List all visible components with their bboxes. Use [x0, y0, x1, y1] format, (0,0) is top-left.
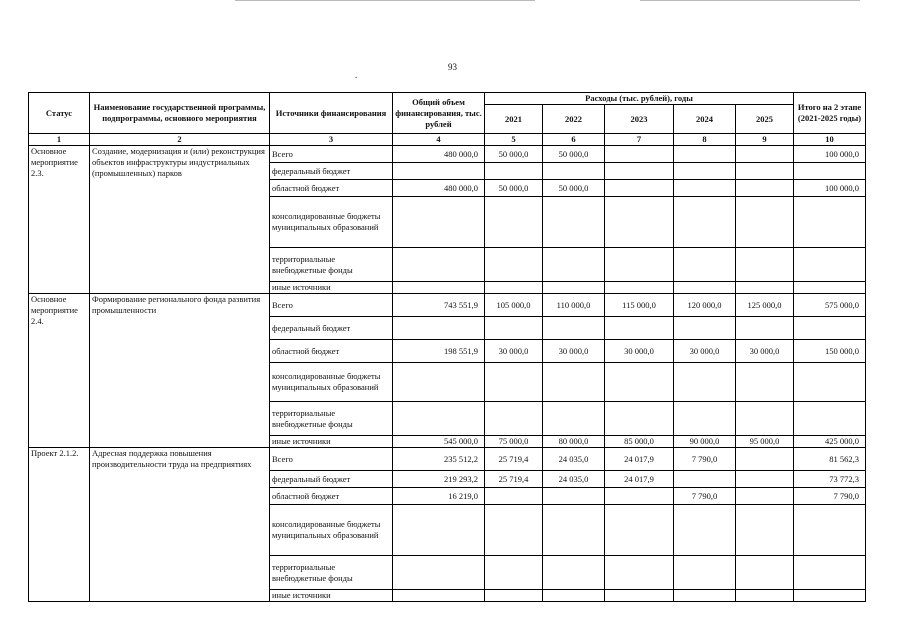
- year-amount-cell: [485, 590, 543, 602]
- financing-source-cell: Всего: [270, 448, 393, 471]
- stage-total-cell: [794, 556, 866, 590]
- financing-source-cell: Всего: [270, 146, 393, 163]
- table-body: [29, 146, 866, 602]
- year-amount-cell: [605, 363, 674, 402]
- year-amount-cell: [736, 505, 794, 556]
- year-amount-cell: [674, 402, 736, 436]
- year-amount-cell: [736, 590, 794, 602]
- financing-source-cell: консолидированные бюджеты муниципальных образований: [270, 363, 393, 402]
- year-amount-cell: [485, 488, 543, 505]
- year-amount-cell: 80 000,0: [543, 436, 605, 448]
- year-amount-cell: [485, 163, 543, 180]
- header-status: Статус: [29, 93, 90, 134]
- year-amount-cell: 24 017,9: [605, 448, 674, 471]
- year-amount-cell: [605, 163, 674, 180]
- total-amount-cell: 743 551,9: [393, 294, 485, 317]
- year-amount-cell: 25 719,4: [485, 471, 543, 488]
- total-amount-cell: 219 293,2: [393, 471, 485, 488]
- year-amount-cell: [736, 180, 794, 197]
- year-amount-cell: [543, 488, 605, 505]
- table-row: [29, 294, 866, 317]
- stray-mark: .: [355, 70, 358, 80]
- table-row: [29, 448, 866, 471]
- year-amount-cell: [736, 448, 794, 471]
- stage-total-cell: [794, 163, 866, 180]
- year-amount-cell: 50 000,0: [543, 146, 605, 163]
- header-year: 2021: [485, 105, 543, 134]
- header-name: Наименование государственной программы, подпрограммы, основного мероприятия: [90, 93, 270, 134]
- year-amount-cell: [605, 146, 674, 163]
- year-amount-cell: [736, 248, 794, 282]
- financing-source-cell: консолидированные бюджеты муниципальных образований: [270, 197, 393, 248]
- year-amount-cell: 7 790,0: [674, 448, 736, 471]
- year-amount-cell: [736, 556, 794, 590]
- year-amount-cell: [605, 180, 674, 197]
- stage-total-cell: [794, 363, 866, 402]
- year-amount-cell: 24 017,9: [605, 471, 674, 488]
- year-amount-cell: [736, 363, 794, 402]
- measure-name-cell: Формирование регионального фонда развития промышленности: [90, 294, 270, 448]
- financing-source-cell: федеральный бюджет: [270, 471, 393, 488]
- year-amount-cell: [674, 282, 736, 294]
- year-amount-cell: [543, 363, 605, 402]
- header-row-1: [29, 93, 866, 105]
- financing-source-cell: иные источники: [270, 436, 393, 448]
- stage-total-cell: 575 000,0: [794, 294, 866, 317]
- stage-total-cell: [794, 197, 866, 248]
- financing-source-cell: территориальные внебюджетные фонды: [270, 248, 393, 282]
- financing-source-cell: федеральный бюджет: [270, 163, 393, 180]
- year-amount-cell: [485, 505, 543, 556]
- year-amount-cell: [674, 590, 736, 602]
- year-amount-cell: 115 000,0: [605, 294, 674, 317]
- year-amount-cell: 120 000,0: [674, 294, 736, 317]
- year-amount-cell: 95 000,0: [736, 436, 794, 448]
- year-amount-cell: [674, 505, 736, 556]
- year-amount-cell: [543, 163, 605, 180]
- year-amount-cell: [485, 197, 543, 248]
- total-amount-cell: 480 000,0: [393, 146, 485, 163]
- total-amount-cell: [393, 556, 485, 590]
- financing-source-cell: Всего: [270, 294, 393, 317]
- year-amount-cell: [605, 197, 674, 248]
- total-amount-cell: [393, 590, 485, 602]
- top-edge-line-right: [640, 0, 860, 1]
- header-year: 2022: [543, 105, 605, 134]
- year-amount-cell: 30 000,0: [736, 340, 794, 363]
- year-amount-cell: [674, 146, 736, 163]
- year-amount-cell: 110 000,0: [543, 294, 605, 317]
- column-number: 7: [605, 134, 674, 146]
- year-amount-cell: [485, 317, 543, 340]
- top-edge-line-left: [235, 0, 535, 1]
- total-amount-cell: [393, 317, 485, 340]
- year-amount-cell: 85 000,0: [605, 436, 674, 448]
- year-amount-cell: [674, 197, 736, 248]
- total-amount-cell: [393, 363, 485, 402]
- year-amount-cell: [605, 282, 674, 294]
- status-cell: Основное мероприятие 2.4.: [29, 294, 90, 448]
- year-amount-cell: [543, 197, 605, 248]
- total-amount-cell: [393, 248, 485, 282]
- column-number: 4: [393, 134, 485, 146]
- year-amount-cell: [543, 556, 605, 590]
- total-amount-cell: [393, 197, 485, 248]
- year-amount-cell: [543, 505, 605, 556]
- year-amount-cell: [736, 471, 794, 488]
- year-amount-cell: [674, 248, 736, 282]
- stage-total-cell: 150 000,0: [794, 340, 866, 363]
- year-amount-cell: [736, 146, 794, 163]
- measure-name-cell: Адресная поддержка повышения производительности труда на предприятиях: [90, 448, 270, 602]
- column-number: 1: [29, 134, 90, 146]
- stage-total-cell: 425 000,0: [794, 436, 866, 448]
- stage-total-cell: 7 790,0: [794, 488, 866, 505]
- stage-total-cell: 81 562,3: [794, 448, 866, 471]
- year-amount-cell: 90 000,0: [674, 436, 736, 448]
- stage-total-cell: 100 000,0: [794, 180, 866, 197]
- year-amount-cell: [485, 402, 543, 436]
- year-amount-cell: 7 790,0: [674, 488, 736, 505]
- year-amount-cell: [674, 363, 736, 402]
- year-amount-cell: 24 035,0: [543, 448, 605, 471]
- year-amount-cell: [736, 317, 794, 340]
- year-amount-cell: [736, 197, 794, 248]
- total-amount-cell: [393, 282, 485, 294]
- year-amount-cell: [605, 248, 674, 282]
- year-amount-cell: [674, 180, 736, 197]
- stage-total-cell: 73 772,3: [794, 471, 866, 488]
- header-year: 2023: [605, 105, 674, 134]
- stage-total-cell: [794, 505, 866, 556]
- column-number: 9: [736, 134, 794, 146]
- year-amount-cell: 50 000,0: [543, 180, 605, 197]
- total-amount-cell: [393, 163, 485, 180]
- column-number: 8: [674, 134, 736, 146]
- header-year: 2025: [736, 105, 794, 134]
- financing-source-cell: консолидированные бюджеты муниципальных образований: [270, 505, 393, 556]
- total-amount-cell: [393, 505, 485, 556]
- year-amount-cell: [736, 282, 794, 294]
- year-amount-cell: 30 000,0: [674, 340, 736, 363]
- year-amount-cell: [543, 317, 605, 340]
- year-amount-cell: 30 000,0: [485, 340, 543, 363]
- year-amount-cell: 105 000,0: [485, 294, 543, 317]
- year-amount-cell: 125 000,0: [736, 294, 794, 317]
- year-amount-cell: [736, 488, 794, 505]
- column-number: 6: [543, 134, 605, 146]
- year-amount-cell: 50 000,0: [485, 146, 543, 163]
- total-amount-cell: 198 551,9: [393, 340, 485, 363]
- stage-total-cell: [794, 248, 866, 282]
- header-expenses: Расходы (тыс. рублей), годы: [485, 93, 794, 105]
- year-amount-cell: [605, 402, 674, 436]
- year-amount-cell: [736, 163, 794, 180]
- total-amount-cell: 235 512,2: [393, 448, 485, 471]
- financing-source-cell: территориальные внебюджетные фонды: [270, 556, 393, 590]
- status-cell: Проект 2.1.2.: [29, 448, 90, 602]
- status-cell: Основное мероприятие 2.3.: [29, 146, 90, 294]
- year-amount-cell: [605, 590, 674, 602]
- stage-total-cell: [794, 317, 866, 340]
- page-number: 93: [448, 62, 457, 72]
- year-amount-cell: 30 000,0: [605, 340, 674, 363]
- year-amount-cell: [674, 556, 736, 590]
- year-amount-cell: [605, 317, 674, 340]
- year-amount-cell: [674, 317, 736, 340]
- measure-name-cell: Создание, модернизация и (или) реконструкция объектов инфраструктуры индустриальных (промышленных) парков: [90, 146, 270, 294]
- year-amount-cell: [736, 402, 794, 436]
- year-amount-cell: [674, 163, 736, 180]
- column-number: 3: [270, 134, 393, 146]
- year-amount-cell: [543, 248, 605, 282]
- column-number: 5: [485, 134, 543, 146]
- header-stage-total: Итого на 2 этапе (2021-2025 годы): [794, 93, 866, 134]
- year-amount-cell: 30 000,0: [543, 340, 605, 363]
- year-amount-cell: 50 000,0: [485, 180, 543, 197]
- financing-source-cell: областной бюджет: [270, 180, 393, 197]
- column-number-row: [29, 134, 866, 146]
- financing-source-cell: иные источники: [270, 282, 393, 294]
- total-amount-cell: 16 219,0: [393, 488, 485, 505]
- year-amount-cell: [543, 402, 605, 436]
- year-amount-cell: [485, 248, 543, 282]
- financing-source-cell: областной бюджет: [270, 340, 393, 363]
- year-amount-cell: 24 035,0: [543, 471, 605, 488]
- header-total: Общий объем финансирования, тыс. рублей: [393, 93, 485, 134]
- year-amount-cell: [485, 556, 543, 590]
- year-amount-cell: [605, 556, 674, 590]
- stage-total-cell: [794, 282, 866, 294]
- total-amount-cell: [393, 402, 485, 436]
- column-number: 2: [90, 134, 270, 146]
- financing-source-cell: территориальные внебюджетные фонды: [270, 402, 393, 436]
- year-amount-cell: [605, 505, 674, 556]
- financing-source-cell: федеральный бюджет: [270, 317, 393, 340]
- year-amount-cell: [605, 488, 674, 505]
- stage-total-cell: [794, 590, 866, 602]
- stage-total-cell: 100 000,0: [794, 146, 866, 163]
- total-amount-cell: 545 000,0: [393, 436, 485, 448]
- financing-table: [28, 92, 866, 602]
- year-amount-cell: [485, 363, 543, 402]
- table-row: [29, 146, 866, 163]
- total-amount-cell: 480 000,0: [393, 180, 485, 197]
- financing-source-cell: областной бюджет: [270, 488, 393, 505]
- year-amount-cell: [543, 282, 605, 294]
- financing-source-cell: иные источники: [270, 590, 393, 602]
- year-amount-cell: [543, 590, 605, 602]
- year-amount-cell: 25 719,4: [485, 448, 543, 471]
- header-sources: Источники финансирования: [270, 93, 393, 134]
- year-amount-cell: [485, 282, 543, 294]
- header-year: 2024: [674, 105, 736, 134]
- stage-total-cell: [794, 402, 866, 436]
- column-number: 10: [794, 134, 866, 146]
- year-amount-cell: 75 000,0: [485, 436, 543, 448]
- year-amount-cell: [674, 471, 736, 488]
